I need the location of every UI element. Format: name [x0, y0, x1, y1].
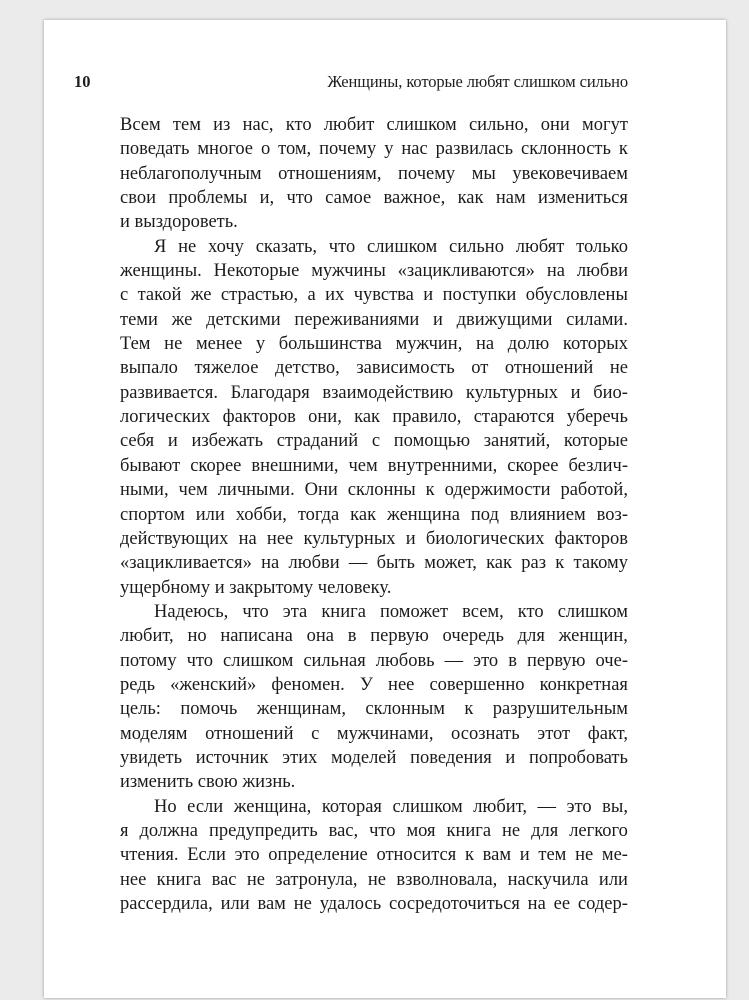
- paragraph: [120, 113, 628, 235]
- text-line: я должна предупредить вас, что моя книга не для легкого: [120, 820, 628, 841]
- page-header: [74, 72, 628, 96]
- page-number: 10: [74, 72, 91, 91]
- text-line: неблагополучным отношениям, почему мы увековечиваем: [120, 163, 628, 184]
- text-line: выпало тяжелое детство, зависимость от отношений не: [120, 358, 628, 379]
- text-line: развивается. Благодаря взаимодействию культурных и био-: [120, 382, 628, 403]
- text-line: цель: помочь женщинам, склонным к разрушительным: [120, 699, 628, 720]
- text-line: логических факторов они, как правило, стараются уберечь: [120, 407, 628, 428]
- text-line: теми же детскими переживаниями и движущими силами.: [120, 309, 628, 330]
- text-line: поведать многое о том, почему у нас развилась склонность к: [120, 139, 628, 160]
- paragraph: [120, 235, 628, 600]
- text-line: Всем тем из нас, кто любит слишком сильно, они могут: [120, 115, 628, 135]
- text-line: действующих на нее культурных и биологических факторов: [120, 528, 628, 549]
- text-line: изменить свою жизнь.: [120, 772, 296, 793]
- text-line: себя и избежать страданий с помощью занятий, которые: [120, 431, 628, 452]
- text-line: Я не хочу сказать, что слишком сильно любят только: [154, 236, 628, 257]
- text-line: «зацикливается» на любви — быть может, как раз к такому: [120, 553, 628, 574]
- text-line: Тем не менее у большинства мужчин, на долю которых: [120, 334, 628, 355]
- text-line: спортом или хобби, тогда как женщина под влиянием воз-: [120, 504, 628, 525]
- text-line: любит, но написана она в первую очередь для женщин,: [120, 626, 628, 647]
- text-line: чтения. Если это определение относится к вам и тем не ме-: [120, 845, 628, 866]
- text-line: редь «женский» феномен. У нее совершенно конкретная: [120, 674, 628, 695]
- body-text: [120, 113, 628, 916]
- text-line: увидеть источник этих моделей поведения и попробовать: [120, 747, 628, 768]
- text-line: с такой же страстью, а их чувства и поступки обусловлены: [120, 285, 628, 306]
- text-line: и выздороветь.: [120, 212, 238, 233]
- text-line: рассердила, или вам не удалось сосредоточиться на ее содер-: [120, 894, 628, 914]
- text-line: ными, чем личными. Они склонны к одержимости работой,: [120, 480, 628, 501]
- paragraph: [120, 600, 628, 795]
- text-line: бывают скорее внешними, чем внутренними, скорее безлич-: [120, 455, 628, 476]
- text-line: Надеюсь, что эта книга поможет всем, кто слишком: [154, 601, 628, 622]
- text-line: ущербному и закрытому человеку.: [120, 577, 392, 598]
- paragraph: [120, 795, 628, 917]
- text-line: свои проблемы и, что самое важное, как нам измениться: [120, 188, 628, 209]
- text-line: женщины. Некоторые мужчины «зацикливаются» на любви: [120, 261, 628, 282]
- text-line: моделям отношений с мужчинами, осознать этот факт,: [120, 723, 628, 744]
- text-line: нее книга вас не затронула, не взволновала, наскучила или: [120, 869, 628, 890]
- text-line: потому что слишком сильная любовь — это в первую оче-: [120, 650, 628, 671]
- running-title: Женщины, которые любят слишком сильно: [327, 72, 628, 91]
- text-line: Но если женщина, которая слишком любит, — это вы,: [154, 796, 628, 817]
